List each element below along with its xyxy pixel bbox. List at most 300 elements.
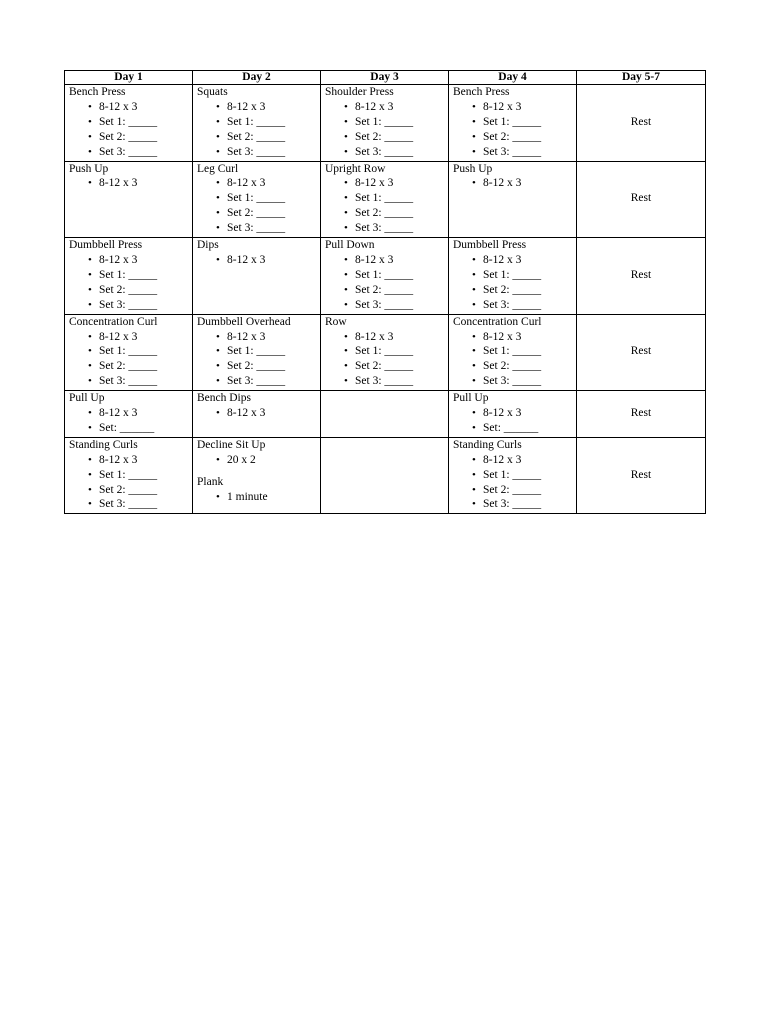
exercise-cell — [65, 391, 193, 438]
set-text: Set 2: _____ — [483, 283, 542, 296]
bullet-icon: • — [472, 330, 476, 343]
set-list — [197, 406, 316, 421]
bullet-icon: • — [88, 130, 92, 143]
set-list — [325, 330, 444, 390]
set-text: 8-12 x 3 — [227, 177, 266, 190]
bullet-icon: • — [344, 330, 348, 343]
set-list — [69, 100, 188, 160]
list-item — [69, 421, 188, 436]
set-text: Set 1: _____ — [99, 468, 158, 481]
bullet-icon: • — [88, 407, 92, 420]
exercise-cell — [449, 437, 577, 514]
list-item — [197, 130, 316, 145]
exercise-cell — [321, 437, 449, 514]
header-day-5-7: Day 5-7 — [577, 71, 706, 85]
bullet-icon: • — [88, 253, 92, 266]
bullet-icon: • — [344, 298, 348, 311]
set-text: Set 3: _____ — [227, 222, 286, 235]
bullet-icon: • — [344, 100, 348, 113]
list-item — [453, 483, 572, 498]
set-text: Set 2: _____ — [355, 130, 414, 143]
exercise-name: Concentration Curl — [453, 315, 542, 328]
exercise-name: Push Up — [69, 162, 109, 175]
set-text: 8-12 x 3 — [355, 100, 394, 113]
rest-cell: Rest — [577, 391, 706, 438]
header-day-2: Day 2 — [193, 71, 321, 85]
set-text: 8-12 x 3 — [483, 253, 522, 266]
bullet-icon: • — [216, 130, 220, 143]
bullet-icon: • — [216, 375, 220, 388]
set-text: 8-12 x 3 — [355, 177, 394, 190]
exercise-cell — [449, 238, 577, 315]
bullet-icon: • — [216, 490, 220, 503]
set-text: Set 3: _____ — [99, 498, 158, 511]
exercise-cell — [449, 85, 577, 162]
bullet-icon: • — [472, 283, 476, 296]
list-item — [453, 268, 572, 283]
header-day-3: Day 3 — [321, 71, 449, 85]
exercise-name: Bench Press — [453, 86, 510, 98]
exercise-cell — [321, 85, 449, 162]
list-item — [197, 344, 316, 359]
bullet-icon: • — [472, 375, 476, 388]
bullet-icon: • — [88, 483, 92, 496]
set-text: Set 1: _____ — [355, 345, 414, 358]
exercise-name: Decline Sit Up — [197, 438, 266, 451]
set-text: Set 3: _____ — [355, 145, 414, 158]
bullet-icon: • — [216, 115, 220, 128]
bullet-icon: • — [88, 298, 92, 311]
bullet-icon: • — [216, 177, 220, 190]
set-text: Set 3: _____ — [227, 145, 286, 158]
bullet-icon: • — [216, 407, 220, 420]
list-item — [325, 176, 444, 191]
exercise-cell — [449, 314, 577, 391]
bullet-icon: • — [344, 268, 348, 281]
set-text: Set 2: _____ — [99, 483, 158, 496]
exercise-name: Upright Row — [325, 162, 386, 175]
bullet-icon: • — [88, 145, 92, 158]
list-item — [325, 130, 444, 145]
list-item — [69, 344, 188, 359]
list-item — [197, 330, 316, 345]
set-text: Set 3: _____ — [483, 498, 542, 511]
set-text: Set 3: _____ — [483, 375, 542, 388]
bullet-icon: • — [472, 345, 476, 358]
list-item — [197, 221, 316, 236]
bullet-icon: • — [472, 177, 476, 190]
bullet-icon: • — [216, 253, 220, 266]
exercise-cell — [65, 314, 193, 391]
exercise-name: Dumbbell Press — [453, 239, 527, 252]
set-text: 8-12 x 3 — [99, 253, 138, 266]
bullet-icon: • — [472, 407, 476, 420]
list-item — [325, 268, 444, 283]
list-item — [69, 130, 188, 145]
exercise-cell — [321, 314, 449, 391]
list-item — [453, 344, 572, 359]
exercise-name: Dips — [197, 239, 219, 252]
bullet-icon: • — [344, 115, 348, 128]
set-list — [197, 453, 316, 468]
bullet-icon: • — [472, 268, 476, 281]
set-text: Set 3: _____ — [99, 145, 158, 158]
set-list — [325, 253, 444, 313]
set-text: Set 1: _____ — [483, 268, 542, 281]
set-text: 20 x 2 — [227, 453, 256, 466]
set-text: Set 3: _____ — [355, 222, 414, 235]
list-item — [197, 490, 316, 505]
set-list — [453, 176, 572, 191]
list-item — [453, 421, 572, 436]
exercise-cell — [449, 391, 577, 438]
list-item — [325, 221, 444, 236]
list-item — [453, 374, 572, 389]
list-item — [453, 283, 572, 298]
list-item — [325, 191, 444, 206]
set-text: 8-12 x 3 — [483, 177, 522, 190]
exercise-cell — [65, 238, 193, 315]
exercise-name: Leg Curl — [197, 162, 239, 175]
list-item — [453, 298, 572, 313]
set-text: Set 1: _____ — [227, 345, 286, 358]
exercise-cell — [449, 161, 577, 238]
bullet-icon: • — [344, 222, 348, 235]
bullet-icon: • — [472, 498, 476, 511]
bullet-icon: • — [472, 468, 476, 481]
table-row — [65, 437, 706, 514]
bullet-icon: • — [88, 421, 92, 434]
list-item — [453, 176, 572, 191]
bullet-icon: • — [216, 222, 220, 235]
list-item — [325, 344, 444, 359]
bullet-icon: • — [344, 375, 348, 388]
exercise-name: Bench Press — [69, 86, 126, 98]
list-item — [197, 359, 316, 374]
set-text: Set 1: _____ — [99, 268, 158, 281]
set-text: 8-12 x 3 — [99, 407, 138, 420]
set-list — [453, 253, 572, 313]
exercise-cell — [193, 85, 321, 162]
header-day-4: Day 4 — [449, 71, 577, 85]
list-item — [325, 206, 444, 221]
exercise-name: Dumbbell Press — [69, 239, 143, 252]
list-item — [69, 145, 188, 160]
bullet-icon: • — [216, 100, 220, 113]
list-item — [197, 145, 316, 160]
list-item — [69, 359, 188, 374]
bullet-icon: • — [88, 115, 92, 128]
list-item — [325, 298, 444, 313]
header-row — [65, 71, 706, 85]
list-item — [453, 497, 572, 512]
list-item — [69, 176, 188, 191]
set-text: Set: ______ — [99, 421, 155, 434]
list-item — [325, 253, 444, 268]
set-list — [453, 330, 572, 390]
list-item — [69, 268, 188, 283]
bullet-icon: • — [216, 145, 220, 158]
list-item — [69, 253, 188, 268]
exercise-name: Bench Dips — [197, 392, 251, 405]
list-item — [453, 100, 572, 115]
set-text: Set 1: _____ — [483, 115, 542, 128]
bullet-icon: • — [472, 115, 476, 128]
list-item — [69, 468, 188, 483]
set-text: Set 3: _____ — [483, 298, 542, 311]
set-list — [453, 100, 572, 160]
list-item — [197, 100, 316, 115]
list-item — [325, 115, 444, 130]
set-text: 8-12 x 3 — [483, 330, 522, 343]
table-row — [65, 85, 706, 162]
set-text: Set 2: _____ — [355, 207, 414, 220]
list-item — [197, 374, 316, 389]
set-text: Set 2: _____ — [483, 483, 542, 496]
bullet-icon: • — [344, 177, 348, 190]
set-text: 8-12 x 3 — [483, 100, 522, 113]
workout-schedule-table — [64, 70, 706, 514]
bullet-icon: • — [88, 375, 92, 388]
set-list — [197, 330, 316, 390]
set-text: Set 2: _____ — [99, 283, 158, 296]
set-text: Set 1: _____ — [99, 115, 158, 128]
set-text: 8-12 x 3 — [483, 453, 522, 466]
exercise-cell — [321, 391, 449, 438]
set-text: 8-12 x 3 — [355, 330, 394, 343]
set-text: Set 3: _____ — [99, 298, 158, 311]
set-text: Set 2: _____ — [355, 283, 414, 296]
set-text: Set 1: _____ — [355, 268, 414, 281]
exercise-cell — [193, 161, 321, 238]
set-list — [325, 100, 444, 160]
set-text: 8-12 x 3 — [99, 330, 138, 343]
set-text: 8-12 x 3 — [483, 407, 522, 420]
list-item — [69, 497, 188, 512]
set-list — [197, 176, 316, 236]
list-item — [325, 145, 444, 160]
set-list — [197, 253, 316, 268]
list-item — [197, 115, 316, 130]
exercise-name: Shoulder Press — [325, 86, 394, 98]
set-text: Set: ______ — [483, 421, 539, 434]
exercise-name: Standing Curls — [453, 438, 522, 451]
list-item — [69, 115, 188, 130]
bullet-icon: • — [472, 100, 476, 113]
list-item — [453, 130, 572, 145]
rest-cell: Rest — [577, 314, 706, 391]
set-text: Set 1: _____ — [355, 192, 414, 205]
set-text: 8-12 x 3 — [227, 100, 266, 113]
list-item — [325, 330, 444, 345]
list-item — [453, 253, 572, 268]
bullet-icon: • — [88, 268, 92, 281]
bullet-icon: • — [472, 130, 476, 143]
exercise-name: Concentration Curl — [69, 315, 158, 328]
list-item — [69, 483, 188, 498]
set-list — [453, 406, 572, 436]
set-text: 8-12 x 3 — [355, 253, 394, 266]
bullet-icon: • — [88, 498, 92, 511]
exercise-name: Pull Down — [325, 239, 375, 252]
table-row — [65, 314, 706, 391]
bullet-icon: • — [344, 283, 348, 296]
set-list — [197, 100, 316, 160]
set-text: Set 1: _____ — [227, 192, 286, 205]
bullet-icon: • — [88, 177, 92, 190]
list-item — [453, 115, 572, 130]
bullet-icon: • — [344, 145, 348, 158]
set-text: Set 2: _____ — [99, 130, 158, 143]
table-row — [65, 161, 706, 238]
list-item — [197, 176, 316, 191]
bullet-icon: • — [344, 130, 348, 143]
exercise-cell — [193, 437, 321, 514]
exercise-name: Row — [325, 315, 347, 328]
bullet-icon: • — [88, 330, 92, 343]
set-text: Set 1: _____ — [227, 115, 286, 128]
list-item — [69, 453, 188, 468]
bullet-icon: • — [216, 207, 220, 220]
set-text: Set 2: _____ — [483, 130, 542, 143]
set-text: Set 2: _____ — [355, 360, 414, 373]
exercise-cell — [193, 238, 321, 315]
set-list — [69, 330, 188, 390]
bullet-icon: • — [344, 207, 348, 220]
list-item — [69, 283, 188, 298]
exercise-name: Dumbbell Overhead — [197, 315, 291, 328]
list-item — [69, 298, 188, 313]
set-text: Set 1: _____ — [99, 345, 158, 358]
exercise-name: Push Up — [453, 162, 493, 175]
exercise-name: Standing Curls — [69, 438, 138, 451]
list-item — [197, 453, 316, 468]
rest-cell: Rest — [577, 161, 706, 238]
bullet-icon: • — [344, 360, 348, 373]
spacer — [197, 468, 316, 475]
exercise-name: Squats — [197, 86, 228, 98]
table-row — [65, 238, 706, 315]
bullet-icon: • — [216, 345, 220, 358]
set-list — [197, 490, 316, 505]
set-list — [69, 176, 188, 191]
list-item — [453, 453, 572, 468]
bullet-icon: • — [216, 360, 220, 373]
list-item — [325, 374, 444, 389]
set-text: Set 1: _____ — [483, 345, 542, 358]
bullet-icon: • — [216, 453, 220, 466]
exercise-name: Plank — [197, 475, 224, 488]
set-list — [69, 253, 188, 313]
set-text: 8-12 x 3 — [99, 453, 138, 466]
set-text: Set 2: _____ — [227, 207, 286, 220]
bullet-icon: • — [88, 453, 92, 466]
table-row — [65, 391, 706, 438]
set-text: Set 2: _____ — [227, 360, 286, 373]
bullet-icon: • — [472, 360, 476, 373]
set-text: 8-12 x 3 — [99, 177, 138, 190]
exercise-cell — [65, 85, 193, 162]
set-text: Set 1: _____ — [355, 115, 414, 128]
exercise-name: Pull Up — [453, 392, 489, 405]
set-text: Set 3: _____ — [355, 375, 414, 388]
header-day-1: Day 1 — [65, 71, 193, 85]
list-item — [69, 374, 188, 389]
rest-cell: Rest — [577, 437, 706, 514]
bullet-icon: • — [88, 360, 92, 373]
set-list — [69, 453, 188, 513]
list-item — [453, 330, 572, 345]
bullet-icon: • — [472, 453, 476, 466]
list-item — [197, 206, 316, 221]
set-text: Set 1: _____ — [483, 468, 542, 481]
bullet-icon: • — [88, 345, 92, 358]
set-text: Set 2: _____ — [483, 360, 542, 373]
list-item — [69, 100, 188, 115]
set-text: Set 3: _____ — [355, 298, 414, 311]
set-text: 8-12 x 3 — [227, 330, 266, 343]
bullet-icon: • — [344, 253, 348, 266]
set-text: 8-12 x 3 — [227, 253, 266, 266]
exercise-cell — [65, 437, 193, 514]
rest-cell: Rest — [577, 85, 706, 162]
bullet-icon: • — [344, 345, 348, 358]
list-item — [325, 359, 444, 374]
set-text: 8-12 x 3 — [99, 100, 138, 113]
exercise-cell — [65, 161, 193, 238]
exercise-cell — [321, 238, 449, 315]
set-list — [453, 453, 572, 513]
list-item — [453, 468, 572, 483]
bullet-icon: • — [472, 483, 476, 496]
bullet-icon: • — [472, 421, 476, 434]
list-item — [197, 406, 316, 421]
list-item — [69, 330, 188, 345]
bullet-icon: • — [216, 330, 220, 343]
table-body — [65, 85, 706, 514]
exercise-cell — [193, 314, 321, 391]
exercise-name: Pull Up — [69, 392, 105, 405]
bullet-icon: • — [88, 283, 92, 296]
list-item — [197, 253, 316, 268]
set-text: Set 3: _____ — [483, 145, 542, 158]
set-text: Set 3: _____ — [99, 375, 158, 388]
rest-cell: Rest — [577, 238, 706, 315]
set-text: Set 3: _____ — [227, 375, 286, 388]
set-text: Set 2: _____ — [227, 130, 286, 143]
set-list — [69, 406, 188, 436]
list-item — [325, 100, 444, 115]
bullet-icon: • — [472, 145, 476, 158]
list-item — [453, 145, 572, 160]
exercise-cell — [193, 391, 321, 438]
list-item — [453, 406, 572, 421]
bullet-icon: • — [88, 468, 92, 481]
bullet-icon: • — [88, 100, 92, 113]
set-text: 1 minute — [227, 490, 268, 503]
list-item — [69, 406, 188, 421]
bullet-icon: • — [472, 298, 476, 311]
set-list — [325, 176, 444, 236]
exercise-cell — [321, 161, 449, 238]
set-text: 8-12 x 3 — [227, 407, 266, 420]
bullet-icon: • — [216, 192, 220, 205]
list-item — [325, 283, 444, 298]
bullet-icon: • — [472, 253, 476, 266]
list-item — [197, 191, 316, 206]
list-item — [453, 359, 572, 374]
bullet-icon: • — [344, 192, 348, 205]
